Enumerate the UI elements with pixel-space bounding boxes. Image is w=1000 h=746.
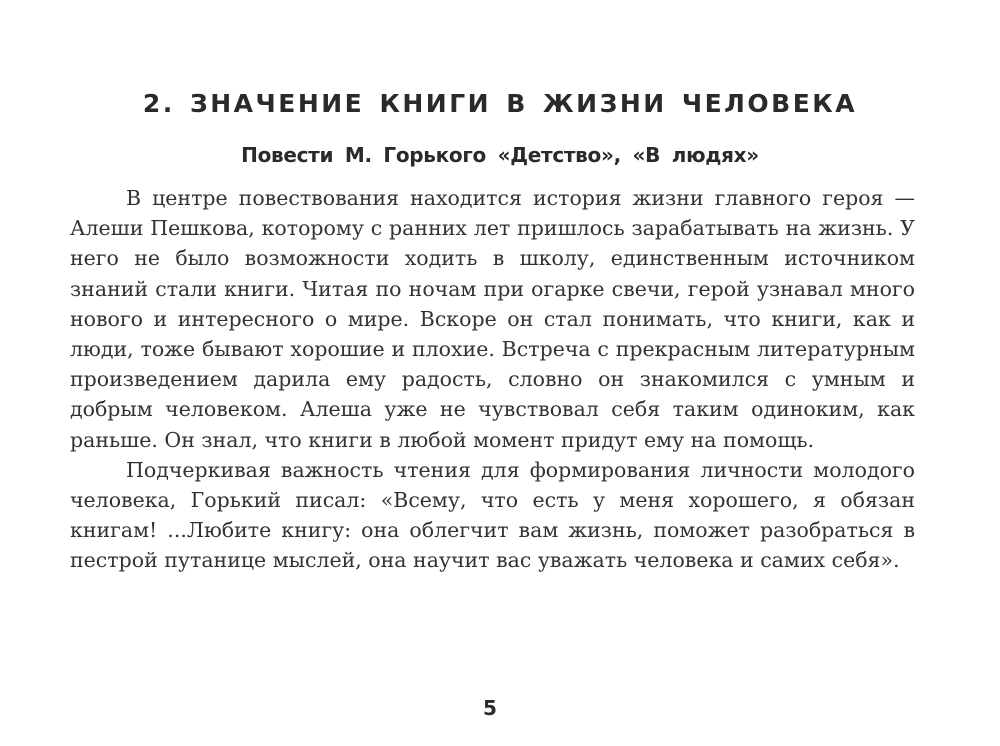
body-text	[70, 183, 915, 576]
page-number: 5	[483, 696, 497, 720]
paragraph-1: В центре повествования находится история жизни главного героя — Алеши Пешкова, которому с ранних лет пришлось зарабатывать на жизнь. У него не было возможности ходить в школу, единственным источником знаний стали книги. Читая по ночам при огарке свечи, герой узнавал много нового и интересного о мире. Вскоре он стал понимать, что книги, как и люди, тоже бывают хорошие и плохие. Встреча с прекрасным литературным произведением дарила ему радость, словно он знакомился с умным и добрым человеком. Алеша уже не чувствовал себя таким одиноким, как раньше. Он знал, что книги в любой момент придут ему на помощь.	[70, 186, 915, 452]
paragraph-2: Подчеркивая важность чтения для формирования личности молодого человека, Горький писал: «Всему, что есть у меня хорошего, я обязан книгам! ...Любите книгу: она облегчит вам жизнь, поможет разобраться в пестрой путанице мыслей, она научит вас уважать человека и самих себя».	[70, 457, 915, 573]
chapter-subtitle: Повести М. Горького «Детство», «В людях»	[241, 143, 759, 167]
chapter-title: 2. ЗНАЧЕНИЕ КНИГИ В ЖИЗНИ ЧЕЛОВЕКА	[142, 89, 858, 118]
